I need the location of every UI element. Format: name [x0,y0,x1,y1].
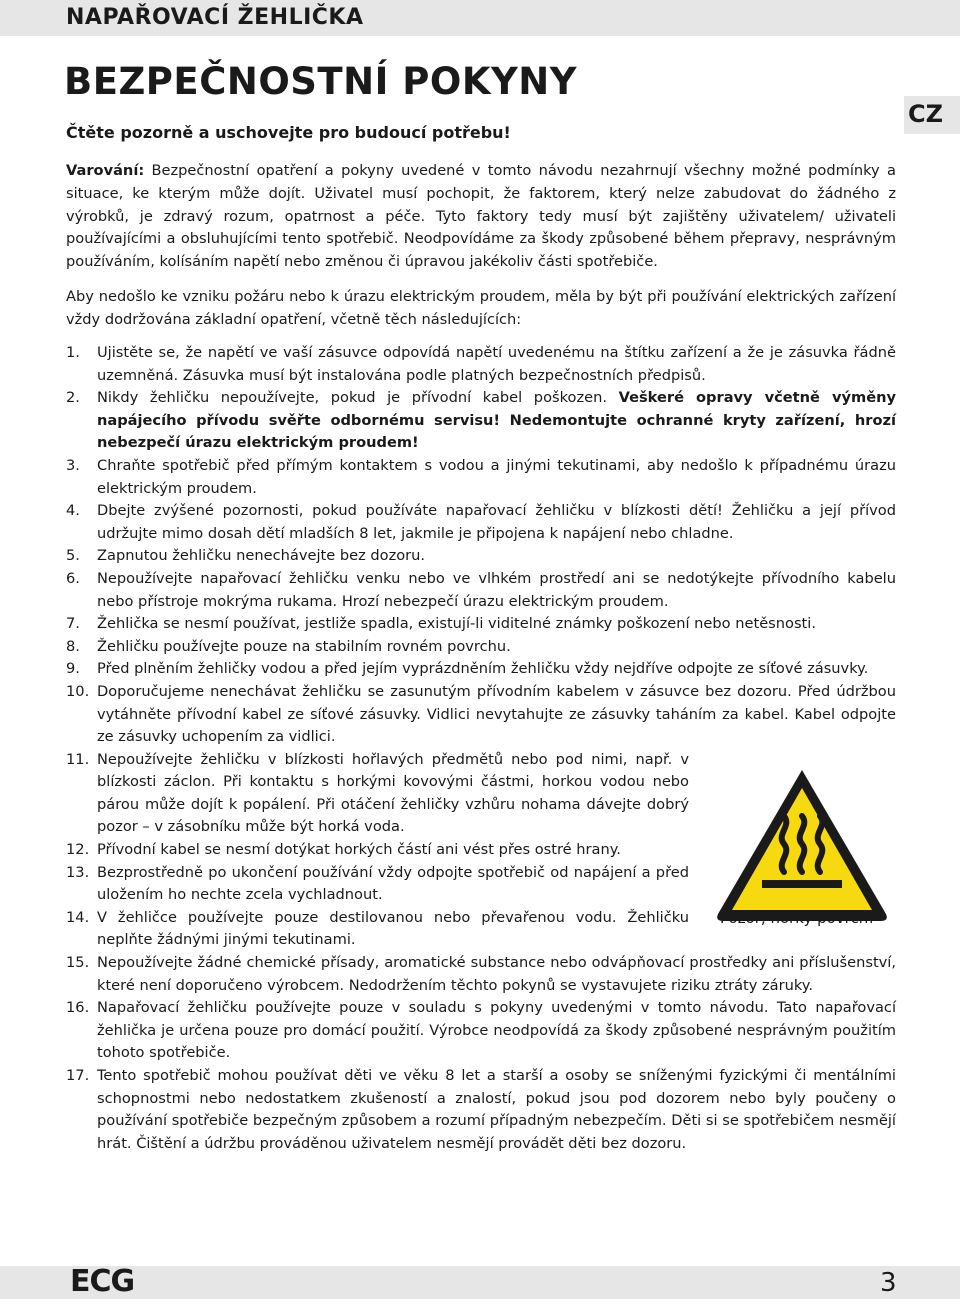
list-item [66,952,896,997]
item-text: Doporučujeme nenechávat žehličku se zasunutým přívodním kabelem v zásuvce bez dozoru. Před údržbou vytáhněte přívodní kabel ze síťové zásuvky. Vidlici nevytahujte ze zásuvky taháním za kabel. Kabel odpojte ze zásuvky uchopením za vidlici. [97,682,896,746]
item-text: Přívodní kabel se nesmí dotýkat horkých částí ani vést přes ostré hrany. [97,841,621,859]
item-number: 7. [66,615,80,633]
warning-text: Bezpečnostní opatření a pokyny uvedené v tomto návodu nezahrnují všechny možné podmínky a situace, ke kterým může dojít. Uživatel musí pochopit, že faktorem, který nelze zabudovat do žádného z výrobků, je zdravý rozum, opatrnost a péče. Tyto faktory tedy musí být zajištěny uživatelem/ uživateli používajícími a obsluhujícími tento spotřebič. Neodpovídáme za škody způsobené během přepravy, nesprávným používáním, kolísáním napětí nebo změnou či úpravou jakékoliv části spotřebiče. [66,162,896,271]
item-number: 9. [66,660,80,678]
item-text: Ujistěte se, že napětí ve vaší zásuvce odpovídá napětí uvedenému na štítku zařízení a že je zásuvka řádně uzemněná. Zásuvka musí být instalována podle platných bezpečnostních předpisů. [97,344,896,384]
list-item [66,636,896,659]
list-item [66,387,896,455]
item-text: Žehličku používejte pouze na stabilním rovném povrchu. [97,637,511,655]
list-item [66,658,896,681]
item-text: Bezprostředně po ukončení používání vždy odpojte spotřebič od napájení a před uložením ho nechte zcela vychladnout. [97,863,689,904]
item-number: 10. [66,682,90,700]
item-number: 15. [66,954,90,972]
list-item [66,997,896,1065]
item-number: 14. [66,908,90,926]
item-text: Zapnutou žehličku nenechávejte bez dozoru. [97,547,426,565]
item-text: Tento spotřebič mohou používat děti ve věku 8 let a starší a osoby se sníženými fyzickými či mentálními schopnostmi nebo nedostatkem zkušeností a znalostí, pokud jsou pod dozorem nebo byly poučeny o používání spotřebiče bezpečným způsobem a rozumí případným nebezpečím. Děti si se spotřebičem nesmějí hrát. Čištění a údržbu prováděnou uživatelem nesmějí provádět děti bez dozoru. [97,1067,896,1152]
item-number: 1. [66,344,80,361]
safety-rules-list [66,342,896,1155]
list-item [66,568,896,613]
list-item [66,1065,896,1155]
list-item [66,455,896,500]
list-item [66,681,896,749]
list-item [66,839,689,862]
item-text: Chraňte spotřebič před přímým kontaktem s vodou a jinými tekutinami, aby nedošlo k případnému úrazu elektrickým proudem. [97,456,896,497]
list-item [66,613,896,636]
item-text: Žehlička se nesmí používat, jestliže spadla, existují-li viditelné známky poškození nebo netěsnosti. [97,615,816,633]
warning-paragraph [66,160,896,274]
document-title: NAPAŘOVACÍ ŽEHLIČKA [66,5,364,30]
item-number: 4. [66,502,80,520]
item-number: 5. [66,547,80,565]
item-text: Nikdy žehličku nepoužívejte, pokud je přívodní kabel poškozen. [97,389,619,407]
item-text: Napařovací žehličku používejte pouze v souladu s pokyny uvedenými v tomto návodu. Tato napařovací žehlička je určena pouze pro domácí použití. Výrobce neodpovídá za škody způsobené nesprávným použitím tohoto spotřebiče. [97,999,896,1062]
subtitle: Čtěte pozorně a uschovejte pro budoucí potřebu! [66,123,511,142]
warning-label: Varování: [66,162,145,179]
list-item [66,500,896,545]
item-number: 12. [66,841,90,859]
item-number: 6. [66,569,80,587]
list-item [66,907,689,952]
item-number: 2. [66,389,80,407]
footer-bar [0,1266,960,1299]
item-text: Dbejte zvýšené pozornosti, pokud používáte napařovací žehličku v blízkosti dětí! Žehličku a její přívod udržujte mimo dosah dětí mladších 8 let, jakmile je připojena k napájení nebo chladne. [97,502,896,542]
list-item [66,862,689,907]
fire-intro-paragraph: Aby nedošlo ke vzniku požáru nebo k úrazu elektrickým proudem, měla by být při používání elektrických zařízení vždy dodržována základní opatření, včetně těch následujících: [66,288,896,328]
item-text: V žehličce používejte pouze destilovanou nebo převařenou vodu. Žehličku neplňte žádnými jinými tekutinami. [97,908,689,949]
item-text: Nepoužívejte žádné chemické přísady, aromatické substance nebo odvápňovací prostředky ani příslušenství, které není doporučeno výrobcem. Nedodržením těchto pokynů se vystavujete riziku ztráty záruky. [97,954,896,994]
list-item [66,342,896,387]
item-text: Nepoužívejte napařovací žehličku venku nebo ve vlhkém prostředí ani se nedotýkejte přívodního kabelu nebo přístroje mokrýma rukama. Hrozí nebezpečí úrazu elektrickým proudem. [97,569,896,610]
item-number: 3. [66,456,80,474]
page-title: BEZPEČNOSTNÍ POKYNY [64,60,578,103]
item-number: 11. [66,750,90,768]
item-number: 13. [66,863,90,881]
language-label: CZ [908,100,944,128]
item-text: Nepoužívejte žehličku v blízkosti hořlavých předmětů nebo pod nimi, např. v blízkosti záclon. Při kontaktu s horkými kovovými částmi, horkou vodou nebo párou může dojít k popálení. Při otáčení žehličky vzhůru nohama dávejte dobrý pozor – v zásobníku může být horká voda. [97,750,689,836]
list-item [66,749,689,839]
item-bold-text: Veškeré opravy včetně výměny napájecího přívodu svěřte odbornému servisu! Nedemontujte ochranné kryty zařízení, hrozí nebezpečí úrazu elektrickým proudem! [97,389,897,452]
item-text: Před plněním žehličky vodou a před jejím vyprázdněním žehličku vždy nejdříve odpojte ze síťové zásuvky. [97,660,869,678]
brand-logo: ECG [70,1264,135,1299]
item-number: 17. [66,1067,90,1084]
language-tab [904,96,960,134]
list-item [66,545,896,568]
hot-surface-plate [762,880,842,888]
item-number: 16. [66,999,90,1017]
warning-caption: Pozor, horký povrch! [720,909,875,927]
page-number: 3 [880,1268,897,1298]
item-number: 8. [66,637,80,655]
